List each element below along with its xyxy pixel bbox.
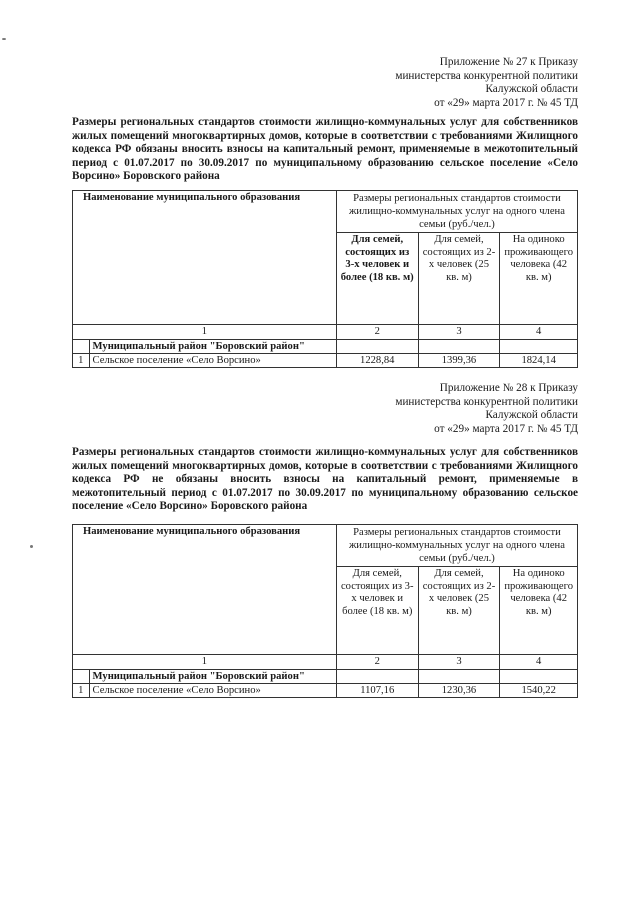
value-3-persons: 1107,16 [336,684,418,698]
appendix-line: Приложение № 27 к Приказу [439,56,578,68]
col-number: 3 [418,325,500,340]
heading-28: Размеры региональных стандартов стоимости жилищно-коммунальных услуг для собственников жилых помещений многоквартирных домов, которые в соответствии с требованиями Жилищного кодекса РФ не обязаны вносить взносы на капитальный ремонт, применяемые в межотопительный период с 01.07.2017 по 30.09.2017 по муниципальному образованию сельское поселение «Село Ворсино» Боровского района [72,446,578,513]
col-name-header: Наименование муниципального образования [73,525,337,655]
standards-table-27 [72,190,578,368]
row-number: 1 [73,354,90,368]
col-number: 2 [336,655,418,670]
appendix-line: от «29» марта 2017 г. № 45 ТД [434,96,578,109]
empty-cell [73,340,90,354]
empty-cell [418,670,500,684]
heading-27: Размеры региональных стандартов стоимости жилищно-коммунальных услуг для собственников жилых помещений многоквартирных домов, которые в соответствии с требованиями Жилищного кодекса РФ обязаны вносить взносы на капитальный ремонт, применяемые в межотопительный период с 01.07.2017 по 30.09.2017 по муниципальному образованию сельское поселение «Село Ворсино» Боровского района [72,116,578,183]
main-header: Размеры региональных стандартов стоимости жилищно-коммунальных услуг на одного члена семьи (руб./чел.) [336,191,577,233]
value-single: 1824,14 [500,354,578,368]
sub-header-3-persons: Для семей, состоящих из 3-х человек и более (18 кв. м) [336,233,418,325]
district-name: Муниципальный район "Боровский район" [89,340,336,354]
empty-cell [418,340,500,354]
appendix-27 [395,56,578,110]
empty-cell [73,670,90,684]
col-number: 4 [500,655,578,670]
row-number: 1 [73,684,90,698]
sub-header-2-persons: Для семей, состоящих из 2-х человек (25 кв. м) [418,233,500,325]
empty-cell [336,670,418,684]
value-2-persons: 1230,36 [418,684,500,698]
appendix-line: Калужской области [485,83,578,95]
appendix-28 [395,382,578,436]
appendix-line: Приложение № 28 к Приказу [439,382,578,394]
empty-cell [500,670,578,684]
appendix-line: министерства конкурентной политики [395,395,578,408]
col-number: 2 [336,325,418,340]
scan-speck [2,38,6,40]
empty-cell [336,340,418,354]
col-name-header: Наименование муниципального образования [73,191,337,325]
table-row [73,684,578,698]
appendix-line: от «29» марта 2017 г. № 45 ТД [434,422,578,435]
sub-header-3-persons: Для семей, состоящих из 3-х человек и более (18 кв. м) [336,567,418,655]
standards-table-28 [72,524,578,698]
settlement-name: Сельское поселение «Село Ворсино» [89,354,336,368]
district-name: Муниципальный район "Боровский район" [89,670,336,684]
col-number: 3 [418,655,500,670]
sub-header-single: На одиноко проживающего человека (42 кв. м) [500,233,578,325]
table-row [73,354,578,368]
scan-speck [30,545,33,548]
main-header: Размеры региональных стандартов стоимости жилищно-коммунальных услуг на одного члена семьи (руб./чел.) [336,525,577,567]
col-number: 1 [73,655,337,670]
sub-header-2-persons: Для семей, состоящих из 2-х человек (25 кв. м) [418,567,500,655]
empty-cell [500,340,578,354]
col-number: 1 [73,325,337,340]
appendix-line: министерства конкурентной политики [395,69,578,82]
value-2-persons: 1399,36 [418,354,500,368]
value-3-persons: 1228,84 [336,354,418,368]
sub-header-single: На одиноко проживающего человека (42 кв. м) [500,567,578,655]
settlement-name: Сельское поселение «Село Ворсино» [89,684,336,698]
value-single: 1540,22 [500,684,578,698]
appendix-line: Калужской области [485,409,578,421]
col-number: 4 [500,325,578,340]
